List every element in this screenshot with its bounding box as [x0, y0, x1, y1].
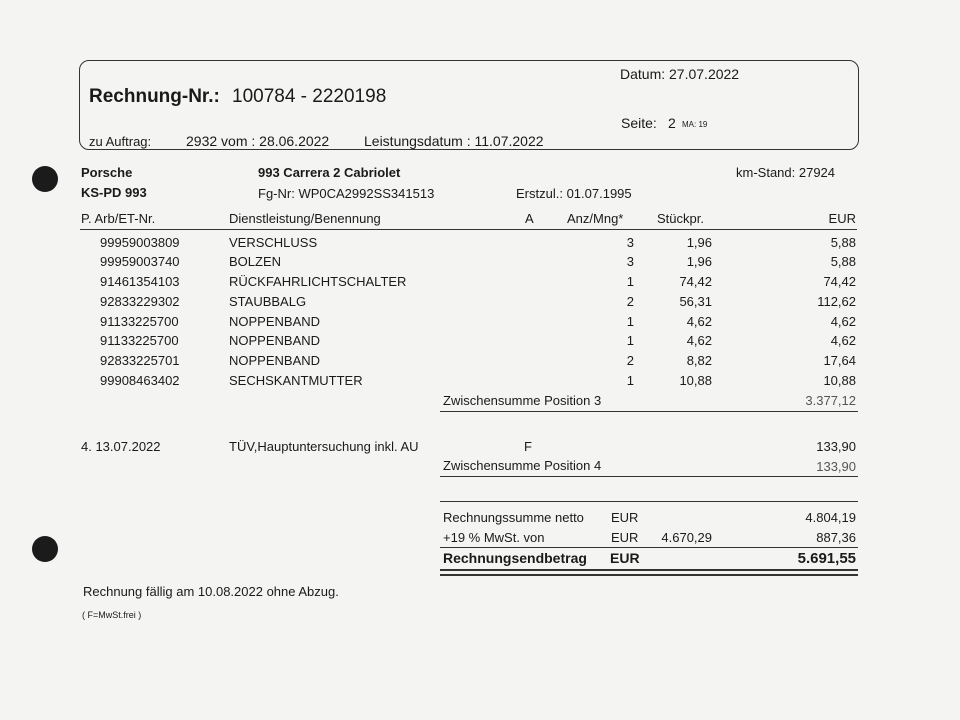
- row-unit: 74,42: [679, 274, 712, 289]
- row-total: 10,88: [823, 373, 856, 388]
- row-desc: STAUBBALG: [229, 294, 307, 309]
- row-desc: SECHSKANTMUTTER: [229, 373, 363, 388]
- subtotal-4-label: Zwischensumme Position 4: [443, 458, 602, 473]
- subtotal-4-rule: [440, 476, 858, 477]
- col-header-unit: Stückpr.: [657, 211, 704, 226]
- vehicle-first-registration: Erstzul.: 01.07.1995: [516, 186, 632, 201]
- invoice-number-label: Rechnung-Nr.:: [89, 86, 220, 107]
- row-desc: VERSCHLUSS: [229, 235, 318, 250]
- pos4-total: 133,90: [816, 439, 856, 454]
- punch-hole-top: [32, 166, 58, 192]
- due-note: Rechnung fällig am 10.08.2022 ohne Abzug.: [83, 584, 339, 599]
- row-unit: 1,96: [686, 235, 712, 250]
- row-total: 74,42: [823, 274, 856, 289]
- row-qty: 1: [626, 373, 634, 388]
- net-currency: EUR: [611, 510, 639, 525]
- col-header-part: P. Arb/ET-Nr.: [81, 211, 156, 226]
- vehicle-make: Porsche: [81, 165, 133, 180]
- col-header-eur: EUR: [828, 211, 856, 226]
- row-desc: NOPPENBAND: [229, 353, 321, 368]
- row-part: 99959003809: [100, 235, 180, 250]
- invoice-date: Datum: 27.07.2022: [620, 66, 740, 82]
- service-date: Leistungsdatum : 11.07.2022: [364, 133, 544, 149]
- row-part: 99908463402: [100, 373, 180, 388]
- subtotal-4-value: 133,90: [816, 459, 856, 474]
- row-qty: 3: [626, 235, 634, 250]
- net-label: Rechnungssumme netto: [443, 510, 584, 525]
- vat-label: +19 % MwSt. von: [443, 530, 545, 545]
- page-number: 2: [668, 115, 676, 131]
- tax-free-note: ( F=MwSt.frei ): [82, 610, 142, 620]
- row-unit: 56,31: [679, 294, 712, 309]
- row-total: 4,62: [830, 333, 856, 348]
- totals-top-rule: [440, 501, 858, 502]
- row-desc: BOLZEN: [229, 254, 282, 269]
- row-part: 92833225701: [100, 353, 180, 368]
- row-part: 92833229302: [100, 294, 180, 309]
- row-qty: 2: [626, 294, 634, 309]
- row-total: 4,62: [830, 314, 856, 329]
- final-value: 5.691,55: [797, 550, 856, 567]
- table-header-rule: [80, 229, 857, 230]
- row-qty: 1: [626, 314, 634, 329]
- row-desc: NOPPENBAND: [229, 333, 321, 348]
- row-unit: 4,62: [686, 314, 712, 329]
- row-part: 91133225700: [100, 333, 179, 348]
- page-suffix: MA: 19: [682, 120, 708, 129]
- final-currency: EUR: [610, 550, 640, 566]
- vehicle-plate: KS-PD 993: [81, 185, 147, 200]
- vehicle-km: km-Stand: 27924: [736, 165, 836, 180]
- subtotal-3-rule: [440, 411, 858, 412]
- pos4-part: 4. 13.07.2022: [81, 439, 161, 454]
- order-value: 2932 vom : 28.06.2022: [186, 133, 330, 149]
- row-qty: 3: [626, 254, 634, 269]
- totals-double-rule-2: [440, 574, 858, 576]
- order-label: zu Auftrag:: [89, 134, 152, 149]
- col-header-desc: Dienstleistung/Benennung: [229, 211, 381, 226]
- page-label: Seite:: [621, 115, 657, 131]
- final-label: Rechnungsendbetrag: [443, 550, 587, 566]
- vat-currency: EUR: [611, 530, 639, 545]
- vat-base: 4.670,29: [661, 530, 712, 545]
- net-value: 4.804,19: [805, 510, 856, 525]
- totals-mid-rule: [440, 547, 858, 548]
- pos4-desc: TÜV,Hauptuntersuchung inkl. AU: [229, 439, 419, 454]
- row-total: 112,62: [817, 294, 856, 309]
- row-part: 91133225700: [100, 314, 179, 329]
- row-desc: NOPPENBAND: [229, 314, 321, 329]
- row-unit: 8,82: [686, 353, 712, 368]
- punch-hole-bottom: [32, 536, 58, 562]
- invoice-number: 100784 - 2220198: [232, 86, 387, 107]
- row-unit: 1,96: [686, 254, 712, 269]
- row-qty: 2: [626, 353, 634, 368]
- pos4-a: F: [524, 439, 532, 454]
- subtotal-3-label: Zwischensumme Position 3: [443, 393, 602, 408]
- totals-double-rule-1: [440, 569, 858, 571]
- subtotal-3-value: 3.377,12: [805, 393, 856, 408]
- col-header-a: A: [525, 211, 534, 226]
- row-part: 91461354103: [100, 274, 180, 289]
- col-header-qty: Anz/Mng*: [567, 211, 624, 226]
- row-total: 5,88: [830, 235, 856, 250]
- vehicle-model: 993 Carrera 2 Cabriolet: [258, 165, 401, 180]
- vat-value: 887,36: [816, 530, 856, 545]
- vehicle-vin: Fg-Nr: WP0CA2992SS341513: [258, 186, 435, 201]
- row-qty: 1: [626, 333, 634, 348]
- row-unit: 4,62: [686, 333, 712, 348]
- row-total: 17,64: [823, 353, 856, 368]
- row-total: 5,88: [830, 254, 856, 269]
- row-desc: RÜCKFAHRLICHTSCHALTER: [229, 274, 407, 289]
- row-part: 99959003740: [100, 254, 180, 269]
- row-unit: 10,88: [679, 373, 712, 388]
- row-qty: 1: [626, 274, 634, 289]
